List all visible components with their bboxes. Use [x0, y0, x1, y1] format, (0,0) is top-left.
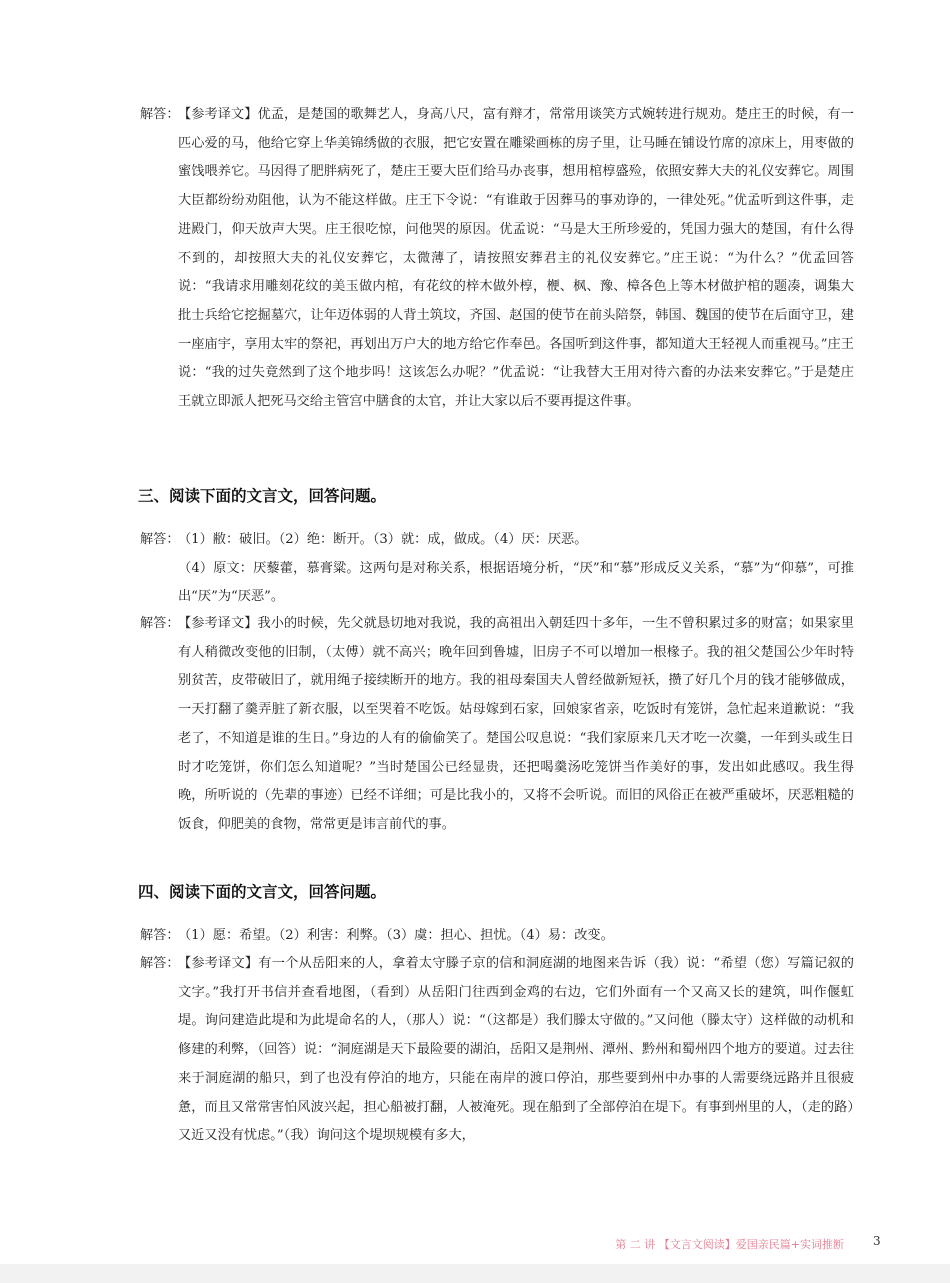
- bottom-band: [0, 1264, 950, 1283]
- answer-label: 解答：: [140, 532, 180, 547]
- answer-block: [140, 922, 854, 951]
- answer-note: （4）原文：厌藜藿，慕膏粱。这两句是对称关系，根据语境分析，“厌”和“慕”形成反义关系，“慕”为“仰慕”，可推出“厌”为“厌恶”。: [178, 560, 854, 605]
- answer-text: （1）愿：希望。（2）利害：利弊。（3）虞：担心、担忧。（4）易：改变。: [178, 928, 614, 943]
- answer-block: [140, 610, 854, 840]
- page-footer: 第 二 讲 【文言文阅读】爱国亲民篇+实词推断: [615, 1238, 844, 1251]
- answer-label: 解答：: [140, 956, 180, 971]
- answer-text: （1）敝：破旧。（2）绝：断开。（3）就：成，做成。（4）厌：厌恶。: [178, 532, 588, 547]
- answer-label: 解答：: [140, 107, 180, 122]
- section-heading: 四、阅读下面的文言文，回答问题。: [138, 883, 387, 901]
- page-number: 3: [873, 1234, 881, 1248]
- answer-block: [140, 950, 854, 1151]
- answer-block: [140, 101, 854, 417]
- answer-label: 解答：: [140, 616, 180, 631]
- answer-block: [140, 526, 854, 612]
- answer-text: 【参考译文】我小的时候，先父就恳切地对我说，我的高祖出入朝廷四十多年，一生不曾积累过多的财富；如果家里有人稍微改变他的旧制，（太傅）就不高兴；晚年回到鲁墟，旧房子不可以增加一根椽子。我的祖父楚国公少年时特别贫苦，皮带破旧了，就用绳子接续断开的地方。我的祖母秦国夫人曾经做新短袄，攒了好几个月的钱才能够做成，一天打翻了羹弄脏了新衣服，以至哭着不吃饭。姑母嫁到石家，回娘家省亲，吃饭时有笼饼，急忙起来道歉说：“我老了，不知道是谁的生日。”身边的人有的偷偷笑了。楚国公叹息说：“我们家原来几天才吃一次羹，一年到头或生日时才吃笼饼，你们怎么知道呢？”当时楚国公已经显贵，还把喝羹汤吃笼饼当作美好的事，发出如此感叹。我生得晚，所听说的（先辈的事迹）已经不详细；可是比我小的，又将不会听说。而旧的风俗正在被严重破坏，厌恶粗糙的饭食，仰肥美的食物，常常更是讳言前代的事。: [178, 616, 854, 832]
- answer-text: 【参考译文】有一个从岳阳来的人，拿着太守滕子京的信和洞庭湖的地图来告诉（我）说：“希望（您）写篇记叙的文字。”我打开书信并查看地图，（看到）从岳阳门往西到金鸡的右边，它们外面有一个又高又长的建筑，叫作偃虹堤。询问建造此堤和为此堤命名的人，（那人）说：“（这都是）我们滕太守做的。”又问他（滕太守）这样做的动机和修建的利弊，（回答）说：“洞庭湖是天下最险要的湖泊，岳阳又是荆州、潭州、黔州和蜀州四个地方的要道。过去往来于洞庭湖的船只，到了也没有停泊的地方，只能在南岸的渡口停泊，那些要到州中办事的人需要绕远路并且很疲惫，而且又常常害怕风波兴起，担心船被打翻，人被淹死。现在船到了全部停泊在堤下。有事到州里的人，（走的路）又近又没有忧虑。”（我）询问这个堤坝规模有多大，: [178, 956, 854, 1144]
- section-heading: 三、阅读下面的文言文，回答问题。: [138, 487, 387, 505]
- answer-label: 解答：: [140, 928, 180, 943]
- answer-text: 【参考译文】优孟，是楚国的歌舞艺人，身高八尺，富有辩才，常常用谈笑方式婉转进行规劝。楚庄王的时候，有一匹心爱的马，他给它穿上华美锦绣做的衣服，把它安置在雕梁画栋的房子里，让马睡在铺设竹席的凉床上，用枣做的蜜饯喂养它。马因得了肥胖病死了，楚庄王要大臣们给马办丧事，想用棺椁盛殓，依照安葬大夫的礼仪安葬它。周围大臣都纷纷劝阻他，认为不能这样做。庄王下令说：“有谁敢于因葬马的事劝诤的，一律处死。”优孟听到这件事，走进殿门，仰天放声大哭。庄王很吃惊，问他哭的原因。优孟说：“马是大王所珍爱的，凭国力强大的楚国，有什么得不到的，却按照大夫的礼仪安葬它，太微薄了，请按照安葬君主的礼仪安葬它。”庄王说：“为什么？”优孟回答说：“我请求用雕刻花纹的美玉做内棺，有花纹的梓木做外椁，楩、枫、豫、樟各色上等木材做护棺的题凑，调集大批士兵给它挖掘墓穴，让年迈体弱的人背土筑坟，齐国、赵国的使节在前头陪祭，韩国、魏国的使节在后面守卫，建一座庙宇，享用太牢的祭祀，再划出万户大的地方给它作奉邑。各国听到这件事，都知道大王轻视人而重视马。”庄王说：“我的过失竟然到了这个地步吗！这该怎么办呢？”优孟说：“让我替大王用对待六畜的办法来安葬它。”于是楚庄王就立即派人把死马交给主管宫中膳食的太官，并让大家以后不要再提这件事。: [178, 107, 854, 410]
